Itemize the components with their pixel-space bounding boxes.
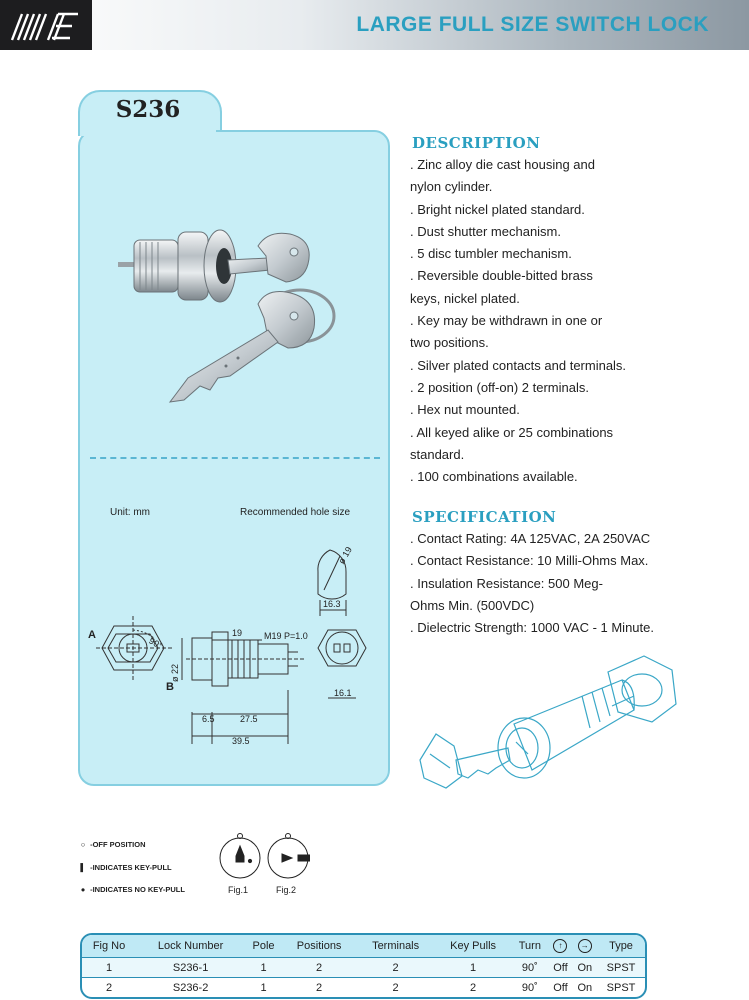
description-list (410, 154, 626, 488)
table-cell: 1 (260, 961, 267, 974)
table-cell: On (577, 981, 593, 994)
section-divider (90, 457, 380, 459)
description-title: DESCRIPTION (412, 134, 541, 152)
label-b: B (166, 681, 174, 693)
hole-size-label: Recommended hole size (240, 507, 351, 518)
table-row (82, 958, 645, 978)
dim-6-5: 6.5 (202, 714, 215, 724)
col-right (573, 935, 597, 958)
legend-no-key-pull-text: -INDICATES NO KEY-PULL (90, 885, 185, 894)
position-diagrams (210, 830, 310, 880)
brand-logo (0, 0, 92, 50)
table-cell: 1 (260, 981, 267, 994)
page-title: LARGE FULL SIZE SWITCH LOCK (356, 13, 709, 36)
table-cell: Off (553, 981, 568, 994)
specification-line: Ohms Min. (500VDC) (410, 597, 535, 613)
product-photo (118, 218, 350, 410)
col-positions: Positions (296, 940, 342, 952)
description-line: standard. (410, 446, 465, 462)
table-cell: 2 (105, 981, 113, 994)
col-type: Type (609, 940, 633, 952)
label-a: A (88, 629, 96, 641)
table-cell: 2 (392, 961, 399, 974)
fig-1-label: Fig.1 (228, 885, 249, 895)
angle-label: 90° (147, 635, 165, 652)
dimension-drawing (82, 530, 382, 750)
specification-title: SPECIFICATION (412, 508, 557, 526)
table-cell: 2 (316, 961, 323, 974)
col-key-pulls: Key Pulls (450, 940, 497, 952)
isometric-drawing (396, 650, 696, 840)
description-line: . Reversible double-bitted brass (410, 268, 593, 284)
table-cell: S236-1 (172, 961, 209, 974)
description-line: keys, nickel plated. (410, 290, 520, 306)
col-fig-no: Fig No (92, 940, 126, 952)
table-row (82, 978, 645, 998)
legend-key-pull-text: -INDICATES KEY-PULL (90, 863, 172, 872)
table-cell: 2 (392, 981, 399, 994)
no-key-pull-icon: ● (80, 885, 86, 894)
spec-table (80, 933, 647, 999)
specification-line: . Contact Rating: 4A 125VAC, 2A 250VAC (410, 531, 651, 546)
legend-off (78, 840, 146, 849)
table-cell: 1 (470, 961, 477, 974)
table-header-row (82, 935, 645, 958)
off-position-icon: ○ (80, 840, 86, 849)
specification-line: . Contact Resistance: 10 Milli-Ohms Max. (410, 553, 649, 569)
table-cell: Off (553, 961, 568, 974)
col-pole: Pole (252, 940, 275, 952)
arrow-up-icon: ↑ (553, 939, 567, 953)
diameter-22: ø 22 (170, 663, 180, 682)
brand-logo-mark (8, 10, 86, 42)
unit-label: Unit: mm (110, 507, 150, 518)
col-lock-number: Lock Number (157, 940, 224, 952)
description-line: . All keyed alike or 25 combinations (410, 424, 614, 440)
header-bar (0, 0, 749, 50)
table-cell: 90˚ (521, 961, 538, 974)
thread-label: M19 P=1.0 (264, 631, 308, 641)
model-number: S236 (115, 96, 181, 123)
dim-39-5: 39.5 (232, 736, 250, 746)
table-cell: SPST (606, 961, 636, 974)
legend-no-key-pull (78, 885, 185, 894)
table-cell: S236-2 (172, 981, 209, 994)
description-line: . 5 disc tumbler mechanism. (410, 246, 572, 262)
specification-line: . Dielectric Strength: 1000 VAC - 1 Minute. (410, 620, 654, 636)
table-cell: 2 (316, 981, 323, 994)
description-line: . Silver plated contacts and terminals. (410, 357, 627, 373)
description-line: . Hex nut mounted. (410, 402, 520, 418)
fig-2-label: Fig.2 (276, 885, 297, 895)
table-cell: On (577, 961, 593, 974)
dim-27-5: 27.5 (240, 714, 258, 724)
lock-table (82, 935, 645, 997)
dim-16-1: 16.1 (334, 688, 352, 698)
table-cell: 90˚ (521, 981, 538, 994)
col-up (548, 935, 572, 958)
legend-off-text: -OFF POSITION (90, 840, 146, 849)
specification-list (410, 528, 654, 639)
table-cell: 2 (470, 981, 477, 994)
hole-diameter-label: ø 19 (336, 545, 354, 566)
dim-19: 19 (232, 628, 243, 638)
description-line: . 2 position (off-on) 2 terminals. (410, 379, 589, 395)
hole-flat-label: 16.3 (323, 599, 341, 609)
arrow-right-icon: → (578, 939, 592, 953)
tab-joint (80, 128, 216, 136)
description-line: . Zinc alloy die cast housing and (410, 157, 595, 172)
description-line: . Bright nickel plated standard. (410, 201, 585, 217)
side-view (182, 632, 304, 744)
table-cell: 1 (105, 961, 113, 974)
col-turn: Turn (518, 940, 541, 952)
legend-key-pull (78, 863, 172, 872)
table-cell: SPST (606, 981, 636, 994)
description-line: . Key may be withdrawn in one or (410, 313, 603, 329)
col-terminals: Terminals (372, 940, 420, 952)
description-line: two positions. (410, 335, 489, 351)
key-pull-icon: ▌ (80, 863, 86, 872)
description-line: nylon cylinder. (410, 179, 493, 195)
description-line: . 100 combinations available. (410, 469, 578, 485)
specification-line: . Insulation Resistance: 500 Meg- (410, 575, 603, 591)
description-line: . Dust shutter mechanism. (410, 223, 561, 239)
